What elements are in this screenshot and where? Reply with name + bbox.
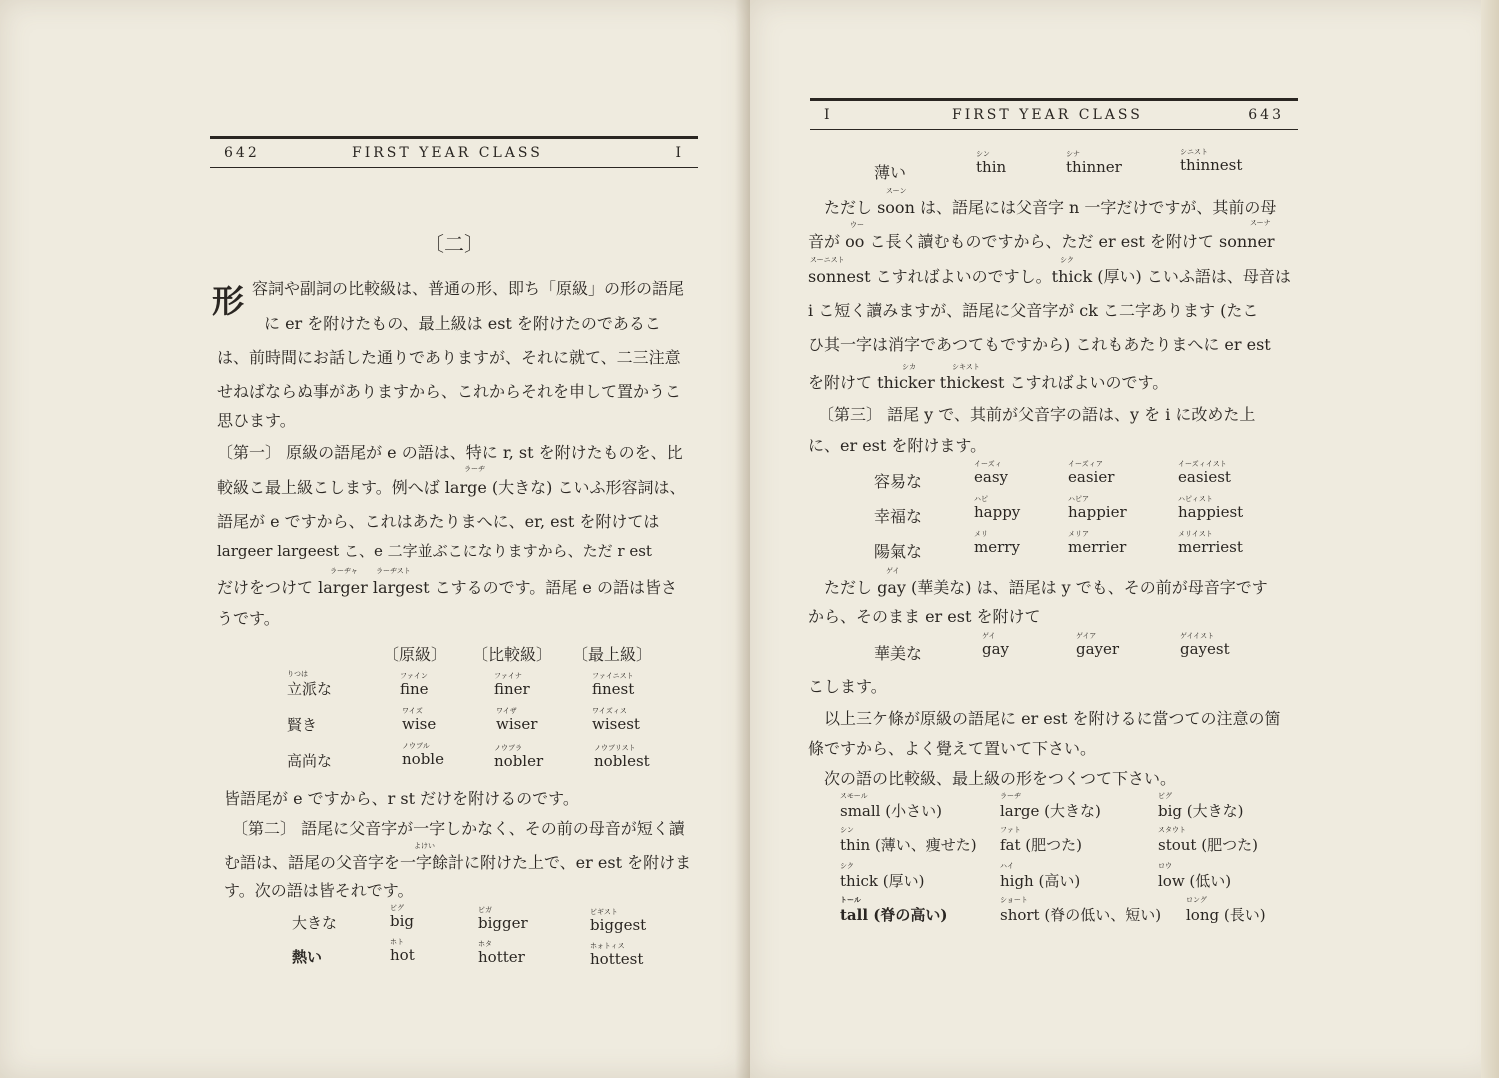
gay-line: ただし gay (華美な) は、語尾は y でも、その前が母音字です (824, 578, 1268, 597)
dropcap: 形 (212, 282, 245, 320)
table-row-jp: 容易な (874, 472, 923, 491)
ruby-thick: シク (1060, 256, 1074, 264)
table-row-jp: 陽氣な (874, 542, 923, 561)
table-cell-word: ワイズィス wisest (592, 707, 640, 733)
right-page (750, 0, 1499, 1078)
section-heading: 〔二〕 (424, 232, 484, 256)
table-cell-word: ホォトィス hottest (590, 942, 644, 968)
table-cell-word: ゲイア gayer (1076, 632, 1120, 658)
left-running-header (210, 136, 698, 168)
table-cell-word: メリ merry (974, 530, 1020, 556)
rule1-line: largeer largeest こ、e 二字並ぶこになりますから、ただ r est (217, 542, 652, 560)
table-cell-word: ビギスト biggest (590, 908, 647, 934)
rule2-cont-line: 音が oo こ長く讀むものですから、ただ er est を附けて sonner (808, 232, 1275, 251)
ruby-larger: ラーヂャ (330, 567, 358, 575)
table-cell-word: ゲイ gay (982, 632, 1010, 658)
ruby-largest: ラーヂスト (376, 567, 411, 575)
ruby-large: ラーヂ (464, 465, 485, 473)
table-row-jp: 薄い (874, 163, 907, 182)
rule1-line: だけをつけて larger largest こするのです。語尾 e の語は皆さ (217, 578, 677, 597)
table-cell-word: シナ thinner (1066, 150, 1122, 176)
summary-line: 條ですから、よく覺えて置いて下さい。 (808, 739, 1097, 758)
exercise-item: ショート short (脊の低い、短い) (1000, 896, 1162, 924)
rule2-line: す。次の語は皆それです。 (224, 881, 414, 900)
rule3-line: に、er est を附けます。 (808, 436, 987, 455)
table-cell-word: ノウブラ nobler (494, 744, 544, 770)
intro-line: に er を附けたもの、最上級は est を附けたのであるこ (264, 314, 661, 333)
intro-line: 思ひます。 (217, 411, 296, 430)
ruby-soon: スーン (886, 187, 907, 195)
intro-line: せねばならぬ事がありますから、これからそれを申して置かうこ (217, 382, 682, 401)
shimasu-line: こします。 (808, 677, 887, 696)
table-row-jp: 高尚な (287, 752, 333, 770)
table-cell-word: イーズィイスト easiest (1178, 460, 1231, 486)
exercise-item: ビグ big (大きな) (1158, 792, 1244, 820)
exercise-item: ロング long (長い) (1186, 896, 1266, 924)
table-row-jp: りつは 立派な (287, 670, 333, 698)
summary-line: 以上三ケ條が原級の語尾に er est を附けるに當つての注意の箇 (824, 709, 1281, 728)
table-cell-word: ファイナ finer (494, 672, 530, 698)
table-cell-word: ノウブリスト noblest (594, 744, 650, 770)
rule1-line: うです。 (217, 609, 280, 628)
rule2-cont-line: sonnest こすればよいのですし。thick (厚い) こいふ語は、母音は (808, 267, 1291, 286)
table-cell-word: ファイン fine (400, 672, 429, 698)
table-cell-word: メリイスト merriest (1178, 530, 1243, 556)
exercise-item: シク thick (厚い) (840, 862, 925, 890)
page-edge (1481, 0, 1499, 1078)
section-mark: I (824, 107, 833, 123)
table-cell-word: ハピィスト happiest (1178, 495, 1244, 521)
rule1-line: 〔第一〕 原級の語尾が e の語は、特に r, st を附けたものを、比 (217, 443, 683, 462)
ruby-thickest: シキスト (952, 363, 980, 371)
table-row-jp: 幸福な (874, 507, 923, 526)
table-header-comparative: 〔比較級〕 (472, 645, 553, 664)
exercise-item: ロウ low (低い) (1158, 862, 1232, 890)
ruby-thicker: シカ (902, 363, 916, 371)
table-cell-word: ワイズ wise (402, 707, 437, 733)
table-cell-word: ハピア happier (1068, 495, 1127, 521)
table-cell-word: ビガ bigger (478, 906, 528, 932)
table-cell-word: イーズィア easier (1068, 460, 1115, 486)
rule1-line: 語尾が e ですから、これはあたりまへに、er, est を附けては (217, 512, 660, 531)
table-header-superlative: 〔最上級〕 (572, 645, 653, 664)
table-cell-word: シン thin (976, 150, 1007, 176)
table-header-positive: 〔原級〕 (383, 645, 448, 664)
exercise-item: シン thin (薄い、痩せた) (840, 826, 977, 854)
exercise-item: ファト fat (肥つた) (1000, 826, 1082, 854)
exercise-item: トール tall (脊の高い) (840, 895, 948, 924)
exercise-item: ハイ high (高い) (1000, 862, 1081, 890)
exercise-title: 次の語の比較級、最上級の形をつくつて下さい。 (824, 769, 1177, 788)
ruby-sonnest: スーニスト (810, 256, 845, 264)
running-title: FIRST YEAR CLASS (352, 145, 543, 161)
exercise-item: スモール small (小さい) (840, 792, 942, 820)
table-row-jp: 賢き (287, 716, 318, 734)
table-cell-word: ホト hot (390, 938, 415, 964)
page-number: 642 (224, 145, 260, 161)
exercise-item: スタウト stout (肥つた) (1158, 826, 1258, 854)
ruby-sonner: スーナ (1250, 219, 1271, 227)
gay-line: から、そのまま er est を附けて (808, 607, 1041, 626)
exercise-item: ラーヂ large (大きな) (1000, 792, 1101, 820)
table-cell-word: シニスト thinnest (1180, 148, 1243, 174)
ruby-oo: ウー (850, 221, 864, 229)
table-cell-word: ハピ happy (974, 495, 1021, 521)
ruby-yokei: よけい (414, 842, 435, 850)
intro-line: 容詞や副詞の比較級は、普通の形、即ち「原級」の形の語尾 (252, 279, 685, 298)
rule2-line: む語は、語尾の父音字を一字餘計に附けた上で、er est を附けま (224, 853, 692, 872)
rule2-cont-line: ひ其一字は消字であつてもですから) これもあたりまへに er est (808, 335, 1271, 354)
right-running-header (810, 98, 1298, 130)
table-cell-word: ゲイイスト gayest (1180, 632, 1230, 658)
table-row-jp: 大きな (292, 914, 338, 932)
table-cell-word: ファイニスト finest (592, 672, 635, 698)
table-row-jp: 熱い (292, 948, 323, 966)
intro-line: は、前時間にお話した通りでありますが、それに就て、二三注意 (217, 348, 681, 367)
rule3-line: 〔第三〕 語尾 y で、其前が父音字の語は、y を i に改めた上 (818, 405, 1256, 424)
page-number: 643 (1248, 107, 1284, 123)
running-title: FIRST YEAR CLASS (952, 107, 1143, 123)
section-mark: I (675, 145, 684, 161)
table-cell-word: ノウブル noble (402, 742, 444, 768)
table-cell-word: イーズィ easy (974, 460, 1008, 486)
rule2-cont-line: i こ短く讀みますが、語尾に父音字が ck こ二字あります (たこ (808, 301, 1259, 320)
table-cell-word: メリア merrier (1068, 530, 1127, 556)
table-cell-word: ワイザ wiser (496, 707, 538, 733)
rule1-line: 較級こ最上級こします。例へば large (大きな) こいふ形容詞は、 (217, 478, 686, 497)
table-cell-word: ホタ hotter (478, 940, 525, 966)
table-row-jp: 華美な (874, 644, 923, 663)
rule2-cont-line: ただし soon は、語尾には父音字 n 一字だけですが、其前の母 (824, 198, 1277, 217)
ruby-gay: ゲイ (886, 567, 900, 575)
rule2-line: 〔第二〕 語尾に父音字が一字しかなく、その前の母音が短く讀 (232, 819, 685, 838)
rule2-cont-line: を附けて thicker thickest こすればよいのです。 (808, 373, 1169, 392)
rule1-note: 皆語尾が e ですから、r st だけを附けるのです。 (224, 789, 579, 808)
table-cell-word: ビグ big (390, 904, 415, 930)
